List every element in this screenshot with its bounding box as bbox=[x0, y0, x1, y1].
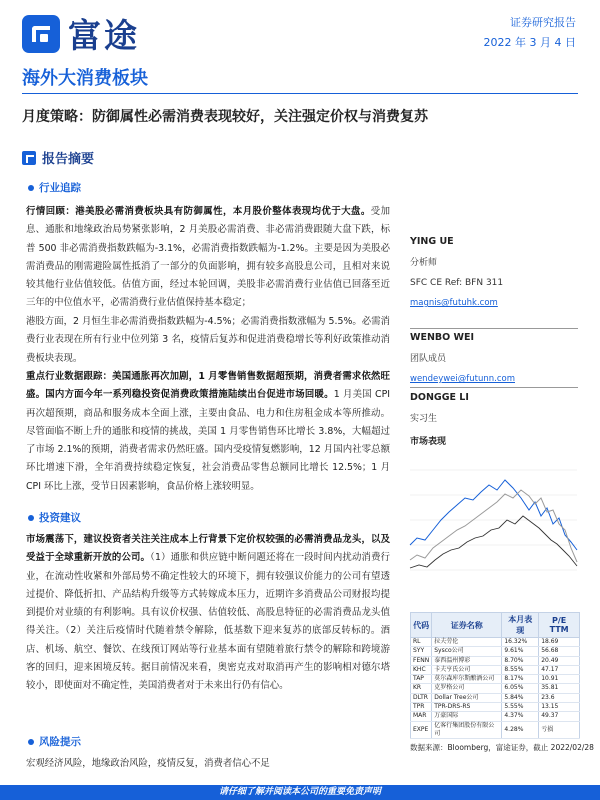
investment-heading bbox=[28, 510, 81, 525]
section-icon bbox=[22, 151, 36, 165]
table-row: RL 拉夫劳伦 16.32% 18.69 bbox=[411, 638, 580, 647]
summary-heading bbox=[22, 148, 94, 167]
analyst-role: 实习生 bbox=[410, 414, 438, 424]
column-header: 证券名称 bbox=[432, 613, 502, 638]
document-date: 2022 年 3 月 4 日 bbox=[483, 36, 576, 49]
table-row: TPR TPR-DRS-RS 5.55% 13.15 bbox=[411, 703, 580, 712]
summary-title: 报告摘要 bbox=[42, 152, 95, 167]
table-row: KHC 卡夫亨氏公司 8.55% 47.17 bbox=[411, 665, 580, 674]
column-header: P/E TTM bbox=[539, 613, 580, 638]
column-header: 代码 bbox=[411, 613, 432, 638]
divider bbox=[410, 328, 578, 329]
investment-text: （1）通胀和供应链中断问题还将在一段时间内扰动消费行业，在流动性收紧和外部局势不确定性较大的环境下，拥有较强议价能力的公司有望透过提价、降低折扣、产品结构升级等方式转嫁成本压力，近期许多消费品公司财报均提到提价对业绩的有利影响。具有议价权强、估值较低、高股息特征的必需消费品龙头值得关注。（2）关注后疫情时代随着禁令解除，低基数下迎来复苏的底部反转标的。酒店、机场、航空、餐饮、在线预订网站等行业基本面有望随着旅行禁令的解除和跨境游客的回归，迎来困境反转。据目前情况来看，奥密克戎对取消再产生的影响相对德尔塔较小，即使面对不确定性，美国消费者对于未来出行仍有信心。 bbox=[26, 552, 390, 692]
futu-logo-icon bbox=[22, 15, 60, 53]
industry-heading bbox=[28, 180, 81, 195]
analyst-sfc-ref: SFC CE Ref: BFN 311 bbox=[410, 278, 504, 288]
analyst-name: DONGGE LI bbox=[410, 392, 469, 403]
risk-heading bbox=[28, 734, 81, 749]
brand-logo bbox=[22, 10, 140, 57]
market-review-lead: 行情回顾：港美股必需消费板块具有防御属性，本月股价整体表现均优于大盘。 bbox=[26, 206, 371, 217]
table-row: KR 克罗格公司 6.05% 35.81 bbox=[411, 684, 580, 693]
risk-title: 风险提示 bbox=[39, 736, 81, 748]
analyst-name: WENBO WEI bbox=[410, 332, 475, 343]
disclaimer-footer[interactable]: 请仔细了解并阅读本公司的重要免责声明 bbox=[0, 785, 600, 800]
investment-title: 投资建议 bbox=[39, 512, 81, 524]
data-tracking-text: 1 月美国 CPI 再次超预期，商品和服务成本全面上涨，主要由食品、电力和住房租金成本等所推动。尽管面临不断上升的通胀和疫情的挑战，美国 1 月零售销售环比增长 3.8%，大幅超过了市场 2.1%的预期，消费者需求仍然旺盛。国内受疫情复燃影响，12 月国内社零总额环比增速下滑，全年消费持续稳定恢复，社会消费品零售总额同比增长 12.5%；1 月 CPI 环比上涨，受节日因素影响，食品价格上涨较明显。 bbox=[26, 389, 390, 492]
analyst-role: 团队成员 bbox=[410, 354, 447, 364]
title-divider bbox=[22, 93, 578, 94]
analyst-2 bbox=[410, 332, 515, 384]
industry-title: 行业追踪 bbox=[39, 182, 81, 194]
analyst-name: YING UE bbox=[410, 236, 454, 247]
hk-market-text: 港股方面，2 月恒生非必需消费指数跌幅为-4.5%；必需消费指数涨幅为 5.5%。必需消费行业表现在所有行业中位列第 3 名，疫情后复苏和促进消费稳增长等利好政策推动消费板块表现。 bbox=[26, 316, 390, 364]
table-row: EXPE 亿客行集团股份有限公司 4.28% 亏损 bbox=[411, 721, 580, 739]
market-chart-title: 市场表现 bbox=[410, 437, 447, 447]
industry-paragraph-1 bbox=[26, 203, 390, 313]
table-source-note: 数据来源：Bloomberg，富途证券，截止 2022/02/28 bbox=[410, 743, 594, 752]
document-type: 证券研究报告 bbox=[510, 16, 576, 29]
report-headline: 月度策略：防御属性必需消费表现较好，关注强定价权与消费复苏 bbox=[22, 109, 428, 125]
analyst-role: 分析师 bbox=[410, 258, 438, 268]
investment-lead: 市场震荡下，建议投资者关注关注成本上行背景下定价权较强的必需消费品龙头，以及受益于全球重新开放的公司。 bbox=[26, 534, 390, 564]
divider bbox=[410, 387, 578, 388]
investment-paragraph bbox=[26, 531, 390, 696]
table-body bbox=[411, 638, 580, 739]
bullet-icon bbox=[28, 185, 34, 191]
analyst-email-link[interactable]: magnis@futuhk.com bbox=[410, 298, 498, 308]
table-row: TAP 莫尔森库尔斯酿酒公司 8.17% 10.91 bbox=[411, 675, 580, 684]
bullet-icon bbox=[28, 739, 34, 745]
market-review-text: 受加息、通胀和地缘政治局势紧张影响，2 月美股必需消费、非必需消费跟随大盘下跌，标普 500 非必需消费指数跌幅为-3.1%，必需消费指数跌幅为-1.2%。主要是因为美股必需消费品的刚需避险属性抵消了一部分的负面影响，拥有较多高股息公司，且相对来说较其他行业估值较低。估值方面，经过本轮回调，美股非必需消费行业估值已回落至近三年的中位值水平，必需消费行业估值保持基本稳定； bbox=[26, 206, 390, 309]
bullet-icon bbox=[28, 515, 34, 521]
stock-performance-table bbox=[410, 612, 580, 739]
column-header: 本月表现 bbox=[502, 613, 539, 638]
industry-paragraph-3 bbox=[26, 368, 390, 496]
table-row: MAR 万豪国际 4.37% 49.37 bbox=[411, 712, 580, 721]
table-row: DLTR Dollar Tree公司 5.84% 23.6 bbox=[411, 693, 580, 702]
index-line-dark bbox=[410, 516, 577, 568]
analyst-1 bbox=[410, 236, 503, 308]
table-row: SYY Sysco公司 9.61% 56.68 bbox=[411, 647, 580, 656]
index-line-gray bbox=[410, 490, 577, 562]
analyst-email-link[interactable]: wendeywei@futunn.com bbox=[410, 374, 515, 384]
brand-name: 富途 bbox=[68, 16, 140, 55]
sector-title: 海外大消费板块 bbox=[22, 68, 148, 89]
risk-text: 宏观经济风险，地缘政治风险，疫情反复，消费者信心不足 bbox=[26, 758, 270, 769]
table-row: FENN 泰西温州博彩 8.70% 20.49 bbox=[411, 656, 580, 665]
market-performance-chart bbox=[405, 450, 580, 590]
index-line-blue bbox=[410, 480, 577, 550]
industry-paragraph-2 bbox=[26, 313, 390, 368]
data-tracking-lead: 重点行业数据跟踪：美国通胀再次加剧，1 月零售销售数据超预期，消费者需求依然旺盛。国内方面今年一系列稳投资促消费政策措施陆续出台促进市场回暖。 bbox=[26, 371, 390, 401]
analyst-3 bbox=[410, 392, 469, 424]
